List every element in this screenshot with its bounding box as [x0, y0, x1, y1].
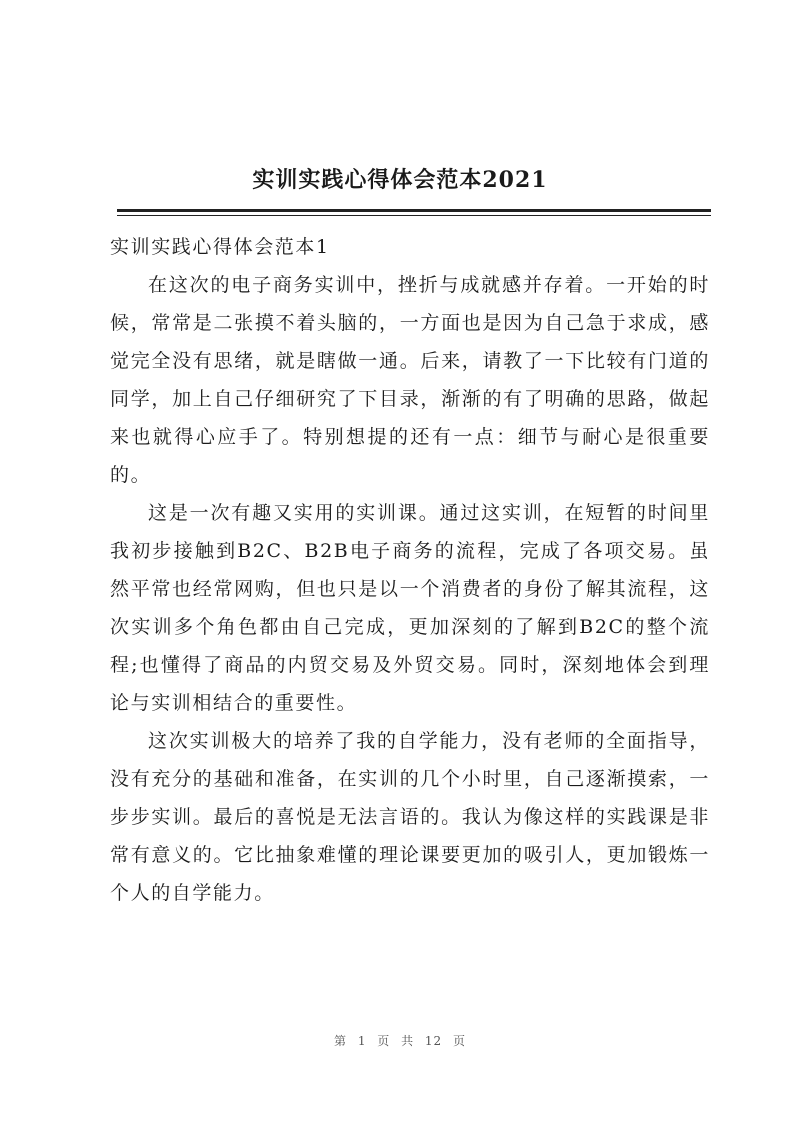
- section-heading: 实训实践心得体会范本1: [110, 236, 330, 258]
- paragraph-1: 在这次的电子商务实训中，挫折与成就感并存着。一开始的时候，常常是二张摸不着头脑的，一方面也是因为自己急于求成，感觉完全没有思绪，就是瞎做一通。后来，请教了一下比较有门道的同学，加上自己仔细研究了下目录，渐渐的有了明确的思路，做起来也就得心应手了。特别想提的还有一点：细节与耐心是很重要的。: [110, 274, 710, 486]
- title-divider-thick: [117, 209, 711, 212]
- page-footer: 第 1 页 共 12 页: [334, 1034, 466, 1048]
- document-title: 实训实践心得体会范本2021: [252, 167, 548, 193]
- paragraph-3: 这次实训极大的培养了我的自学能力，没有老师的全面指导，没有充分的基础和准备，在实训的几个小时里，自己逐渐摸索，一步步实训。最后的喜悦是无法言语的。我认为像这样的实践课是非常有意义的。它比抽象难懂的理论课要更加的吸引人，更加锻炼一个人的自学能力。: [110, 730, 710, 904]
- paragraph-2: 这是一次有趣又实用的实训课。通过这实训，在短暂的时间里我初步接触到B2C、B2B电子商务的流程，完成了各项交易。虽然平常也经常网购，但也只是以一个消费者的身份了解其流程，这次实训多个角色都由自己完成，更加深刻的了解到B2C的整个流程;也懂得了商品的内贸交易及外贸交易。同时，深刻地体会到理论与实训相结合的重要性。: [110, 502, 710, 714]
- document-body: [110, 228, 710, 912]
- title-divider-thin: [117, 215, 711, 216]
